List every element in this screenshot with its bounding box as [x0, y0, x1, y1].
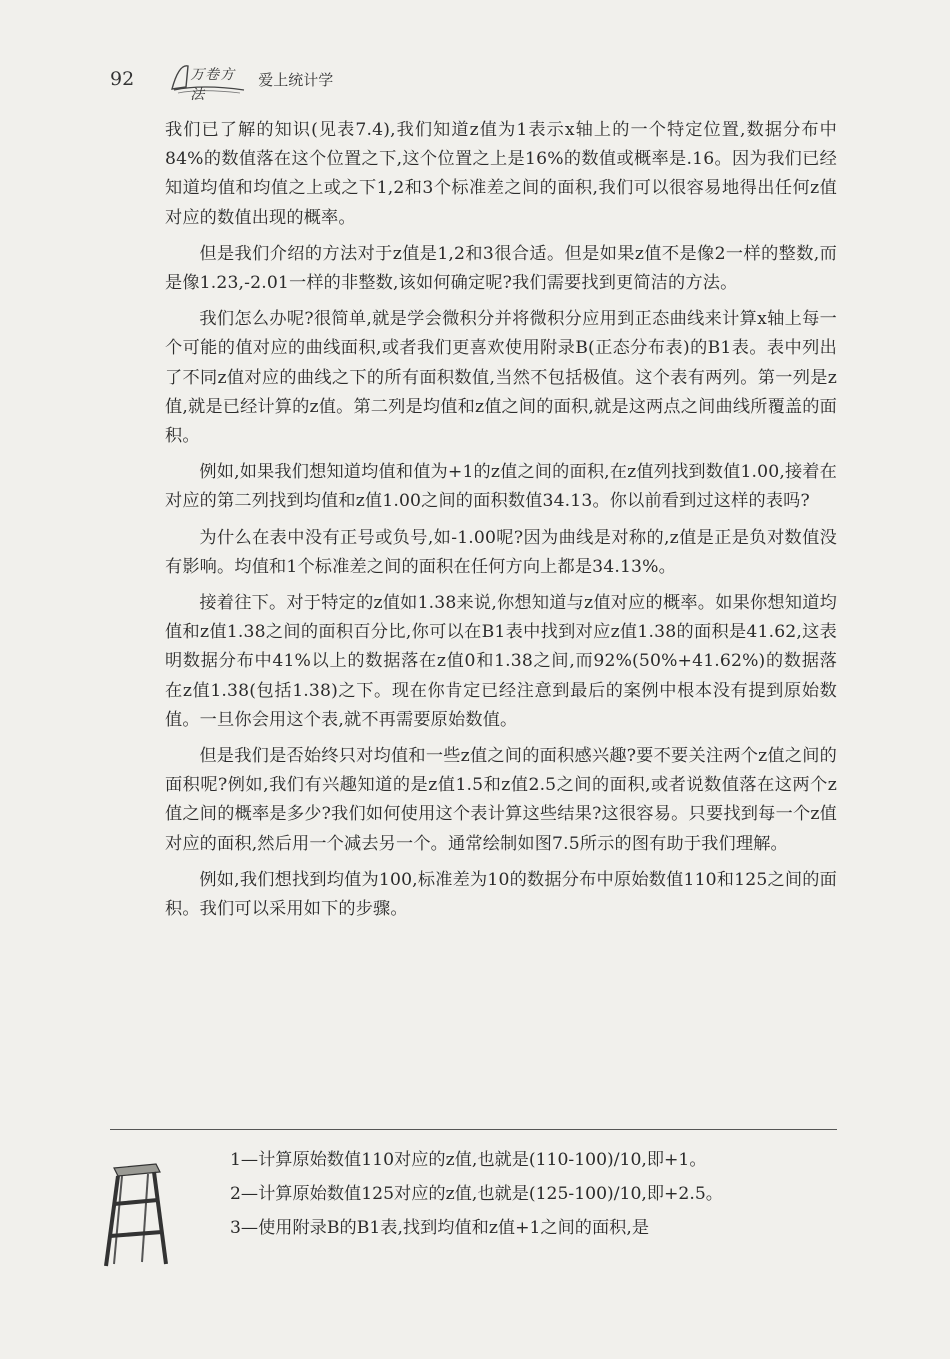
body-text: [165, 116, 837, 931]
steps-list: [230, 1146, 837, 1249]
series-logo: [168, 63, 246, 103]
ladder-icon: [100, 1160, 172, 1270]
series-logo-text: 万卷方法: [190, 67, 236, 103]
step-item: 1—计算原始数值110对应的z值,也就是(110-100)/10,即+1。: [230, 1150, 707, 1170]
paragraph: 但是我们介绍的方法对于z值是1,2和3很合适。但是如果z值不是像2一样的整数,而是像1.23,-2.01一样的非整数,该如何确定呢?我们需要找到更简洁的方法。: [165, 243, 837, 294]
section-divider: [110, 1129, 837, 1130]
book-title: 爱上统计学: [258, 70, 334, 89]
step-item: 2—计算原始数值125对应的z值,也就是(125-100)/10,即+2.5。: [230, 1184, 723, 1205]
paragraph: 但是我们是否始终只对均值和一些z值之间的面积感兴趣?要不要关注两个z值之间的面积呢?例如,我们有兴趣知道的是z值1.5和z值2.5之间的面积,或者说数值落在这两个z值之间的概率是多少?我们如何使用这个表计算这些结果?这很容易。只要找到每一个z值对应的面积,然后用一个减去另一个。通常绘制如图7.5所示的图有助于我们理解。: [165, 746, 837, 854]
paragraph: 为什么在表中没有正号或负号,如-1.00呢?因为曲线是对称的,z值是正是负对数值没有影响。均值和1个标准差之间的面积在任何方向上都是34.13%。: [165, 527, 837, 577]
paragraph: 例如,我们想找到均值为100,标准差为10的数据分布中原始数值110和125之间的面积。我们可以采用如下的步骤。: [165, 869, 837, 920]
page-number: 92: [110, 68, 135, 90]
paragraph: 我们怎么办呢?很简单,就是学会微积分并将微积分应用到正态曲线来计算x轴上每一个可能的值对应的曲线面积,或者我们更喜欢使用附录B(正态分布表)的B1表。表中列出了不同z值对应的曲线之下的所有面积数值,当然不包括极值。这个表有两列。第一列是z值,就是已经计算的z值。第二列是均值和z值之间的面积,就是这两点之间曲线所覆盖的面积。: [165, 309, 837, 447]
paragraph: 我们已了解的知识(见表7.4),我们知道z值为1表示x轴上的一个特定位置,数据分布中84%的数值落在这个位置之下,这个位置之上是16%的数值或概率是.16。因为我们已经知道均值和均值之上或之下1,2和3个标准差之间的面积,我们可以很容易地得出任何z值对应的数值出现的概率。: [165, 120, 837, 228]
step-item: 3—使用附录B的B1表,找到均值和z值+1之间的面积,是: [230, 1218, 650, 1239]
paragraph: 接着往下。对于特定的z值如1.38来说,你想知道与z值对应的概率。如果你想知道均值和z值1.38之间的面积百分比,你可以在B1表中找到对应z值1.38的面积是41.62,这表明数据分布中41%以上的数据落在z值0和1.38之间,而92%(50%+41.62%)的数据落在z值1.38(包括1.38)之下。现在你肯定已经注意到最后的案例中根本没有提到原始数值。一旦你会用这个表,就不再需要原始数值。: [165, 593, 837, 730]
page-header: [110, 62, 334, 103]
paragraph: 例如,如果我们想知道均值和值为+1的z值之间的面积,在z值列找到数值1.00,接着在对应的第二列找到均值和z值1.00之间的面积数值34.13。你以前看到过这样的表吗?: [165, 462, 837, 512]
